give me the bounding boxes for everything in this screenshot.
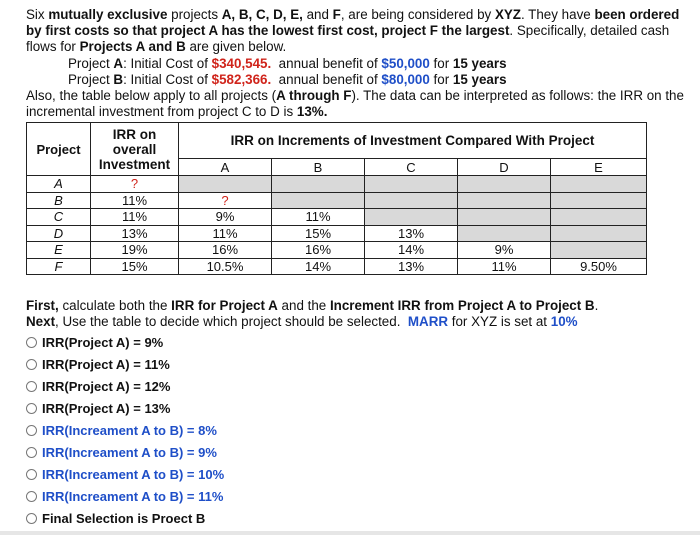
intro-emphasis: XYZ	[494, 7, 521, 22]
task-paragraph	[26, 314, 686, 330]
intro-emphasis: Projects A and B	[79, 39, 186, 55]
proj-text: : Initial Cost of	[123, 55, 212, 71]
option-label: Final Selection is Proect B	[42, 510, 206, 526]
answer-option[interactable]	[26, 463, 224, 485]
intro-text: . Specifically, detailed cash flows for	[26, 23, 670, 55]
also-text: Also, the table below apply to all projects (	[26, 88, 277, 104]
radio-button[interactable]	[26, 359, 37, 370]
increment-irr-cell	[551, 242, 647, 259]
answer-option[interactable]	[26, 375, 224, 397]
increment-irr-cell	[458, 176, 551, 193]
task-text: calculate both the	[58, 298, 172, 313]
project-life: 15 years	[452, 71, 507, 87]
option-label: IRR(Increament A to B) = 10%	[42, 466, 225, 482]
intro-emphasis: been ordered by first costs so that project A has the lowest first cost, project F the largest	[26, 7, 680, 39]
table-row	[27, 209, 647, 226]
intro-text: Six	[26, 7, 49, 22]
answer-options	[26, 331, 224, 529]
overall-irr-cell: 15%	[91, 258, 179, 275]
answer-option[interactable]	[26, 353, 224, 375]
task-emphasis: IRR for Project A	[171, 298, 278, 313]
header-project: Project	[27, 123, 91, 176]
option-label: IRR(Increament A to B) = 9%	[42, 444, 217, 460]
intro-text: . They have	[520, 7, 595, 22]
bottom-divider	[0, 531, 700, 535]
table-row	[27, 258, 647, 275]
marr-value: 10%	[550, 314, 578, 329]
proj-text: annual benefit of	[271, 71, 382, 87]
header-overall-irr: IRR on overall Investment	[91, 123, 179, 176]
task-instructions	[26, 298, 686, 330]
proj-name: A	[113, 55, 124, 71]
row-project: F	[27, 258, 91, 275]
proj-text: for	[429, 55, 453, 71]
intro-text: are given below.	[185, 39, 287, 55]
increment-irr-cell	[365, 192, 458, 209]
answer-option[interactable]	[26, 441, 224, 463]
table-row	[27, 225, 647, 242]
increment-irr-cell: 16%	[272, 242, 365, 259]
intro-text: projects	[167, 7, 222, 22]
radio-button[interactable]	[26, 513, 37, 524]
table-explanation	[26, 88, 690, 120]
radio-button[interactable]	[26, 381, 37, 392]
project-life: 15 years	[452, 55, 507, 71]
also-emphasis: 13%.	[296, 104, 328, 120]
answer-option[interactable]	[26, 419, 224, 441]
increment-irr-cell	[551, 192, 647, 209]
row-project: B	[27, 192, 91, 209]
table-row	[27, 242, 647, 259]
answer-option[interactable]	[26, 397, 224, 419]
increment-irr-cell	[551, 176, 647, 193]
increment-irr-cell	[551, 209, 647, 226]
proj-name: B	[113, 71, 124, 87]
row-project: C	[27, 209, 91, 226]
col-header: A	[179, 159, 272, 176]
increment-irr-cell	[365, 176, 458, 193]
col-header: C	[365, 159, 458, 176]
task-text: and the	[277, 298, 330, 313]
increment-irr-cell: 9%	[458, 242, 551, 259]
radio-button[interactable]	[26, 337, 37, 348]
overall-irr-cell: ?	[91, 176, 179, 193]
task-paragraph	[26, 298, 686, 314]
option-label: IRR(Project A) = 9%	[42, 334, 164, 350]
initial-cost: $582,366.	[211, 71, 272, 87]
col-header: B	[272, 159, 365, 176]
answer-option[interactable]	[26, 507, 224, 529]
intro-emphasis: mutually exclusive	[48, 7, 168, 22]
annual-benefit: $50,000	[381, 55, 430, 71]
project-b-cashflow	[26, 72, 690, 88]
overall-irr-cell: 11%	[91, 209, 179, 226]
increment-irr-cell: 15%	[272, 225, 365, 242]
radio-button[interactable]	[26, 447, 37, 458]
increment-irr-cell: ?	[179, 192, 272, 209]
increment-irr-cell: 10.5%	[179, 258, 272, 275]
also-text: ). The data can be interpreted as follows: the IRR on the incremental investment from project C to D is	[26, 88, 684, 120]
intro-emphasis: A, B, C, D, E,	[221, 7, 303, 22]
task-emphasis: First,	[26, 298, 59, 313]
answer-option[interactable]	[26, 331, 224, 353]
increment-irr-cell: 16%	[179, 242, 272, 259]
proj-text: annual benefit of	[271, 55, 382, 71]
col-header: D	[458, 159, 551, 176]
problem-statement	[26, 7, 690, 120]
increment-irr-cell	[179, 176, 272, 193]
increment-irr-cell: 11%	[272, 209, 365, 226]
increment-irr-cell: 11%	[179, 225, 272, 242]
increment-irr-cell: 14%	[365, 242, 458, 259]
col-header: E	[551, 159, 647, 176]
row-project: E	[27, 242, 91, 259]
task-text: .	[594, 298, 599, 313]
row-project: D	[27, 225, 91, 242]
task-text: , Use the table to decide which project should be selected.	[55, 314, 408, 329]
proj-text: Project	[68, 71, 114, 87]
intro-text: , are being considered by	[340, 7, 495, 22]
marr-label: MARR	[407, 314, 449, 329]
increment-irr-cell	[551, 225, 647, 242]
increment-irr-cell: 9%	[179, 209, 272, 226]
increment-irr-cell: 13%	[365, 258, 458, 275]
radio-button[interactable]	[26, 469, 37, 480]
also-emphasis: A through F	[276, 88, 352, 104]
task-emphasis: Next	[26, 314, 56, 329]
radio-button[interactable]	[26, 403, 37, 414]
table-row	[27, 192, 647, 209]
increment-irr-cell	[272, 192, 365, 209]
table-header-row	[27, 123, 647, 159]
overall-irr-cell: 11%	[91, 192, 179, 209]
increment-irr-cell: 14%	[272, 258, 365, 275]
intro-emphasis: F	[332, 7, 341, 22]
increment-irr-cell	[365, 209, 458, 226]
increment-irr-cell	[458, 209, 551, 226]
proj-text: : Initial Cost of	[123, 71, 212, 87]
annual-benefit: $80,000	[381, 71, 430, 87]
option-label: IRR(Project A) = 11%	[42, 356, 170, 372]
overall-irr-cell: 13%	[91, 225, 179, 242]
intro-text: and	[302, 7, 333, 22]
increment-irr-cell: 9.50%	[551, 258, 647, 275]
increment-irr-cell	[272, 176, 365, 193]
project-a-cashflow	[26, 56, 690, 72]
radio-button[interactable]	[26, 425, 37, 436]
row-project: A	[27, 176, 91, 193]
increment-irr-cell	[458, 225, 551, 242]
increment-irr-cell: 13%	[365, 225, 458, 242]
increment-irr-cell: 11%	[458, 258, 551, 275]
task-emphasis: Increment IRR from Project A to Project B	[329, 298, 595, 313]
intro-paragraph	[26, 7, 690, 56]
radio-button[interactable]	[26, 491, 37, 502]
increment-irr-cell	[458, 192, 551, 209]
task-text: for XYZ is set at	[448, 314, 551, 329]
overall-irr-cell: 19%	[91, 242, 179, 259]
option-label: IRR(Project A) = 12%	[42, 378, 171, 394]
table-body	[27, 176, 647, 275]
irr-table	[26, 122, 647, 275]
proj-text: Project	[68, 55, 114, 71]
initial-cost: $340,545.	[211, 55, 272, 71]
answer-option[interactable]	[26, 485, 224, 507]
header-increment-irr: IRR on Increments of Investment Compared With Project	[179, 123, 647, 159]
option-label: IRR(Increament A to B) = 8%	[42, 422, 217, 438]
option-label: IRR(Increament A to B) = 11%	[42, 488, 224, 504]
table-row	[27, 176, 647, 193]
option-label: IRR(Project A) = 13%	[42, 400, 171, 416]
proj-text: for	[429, 71, 453, 87]
